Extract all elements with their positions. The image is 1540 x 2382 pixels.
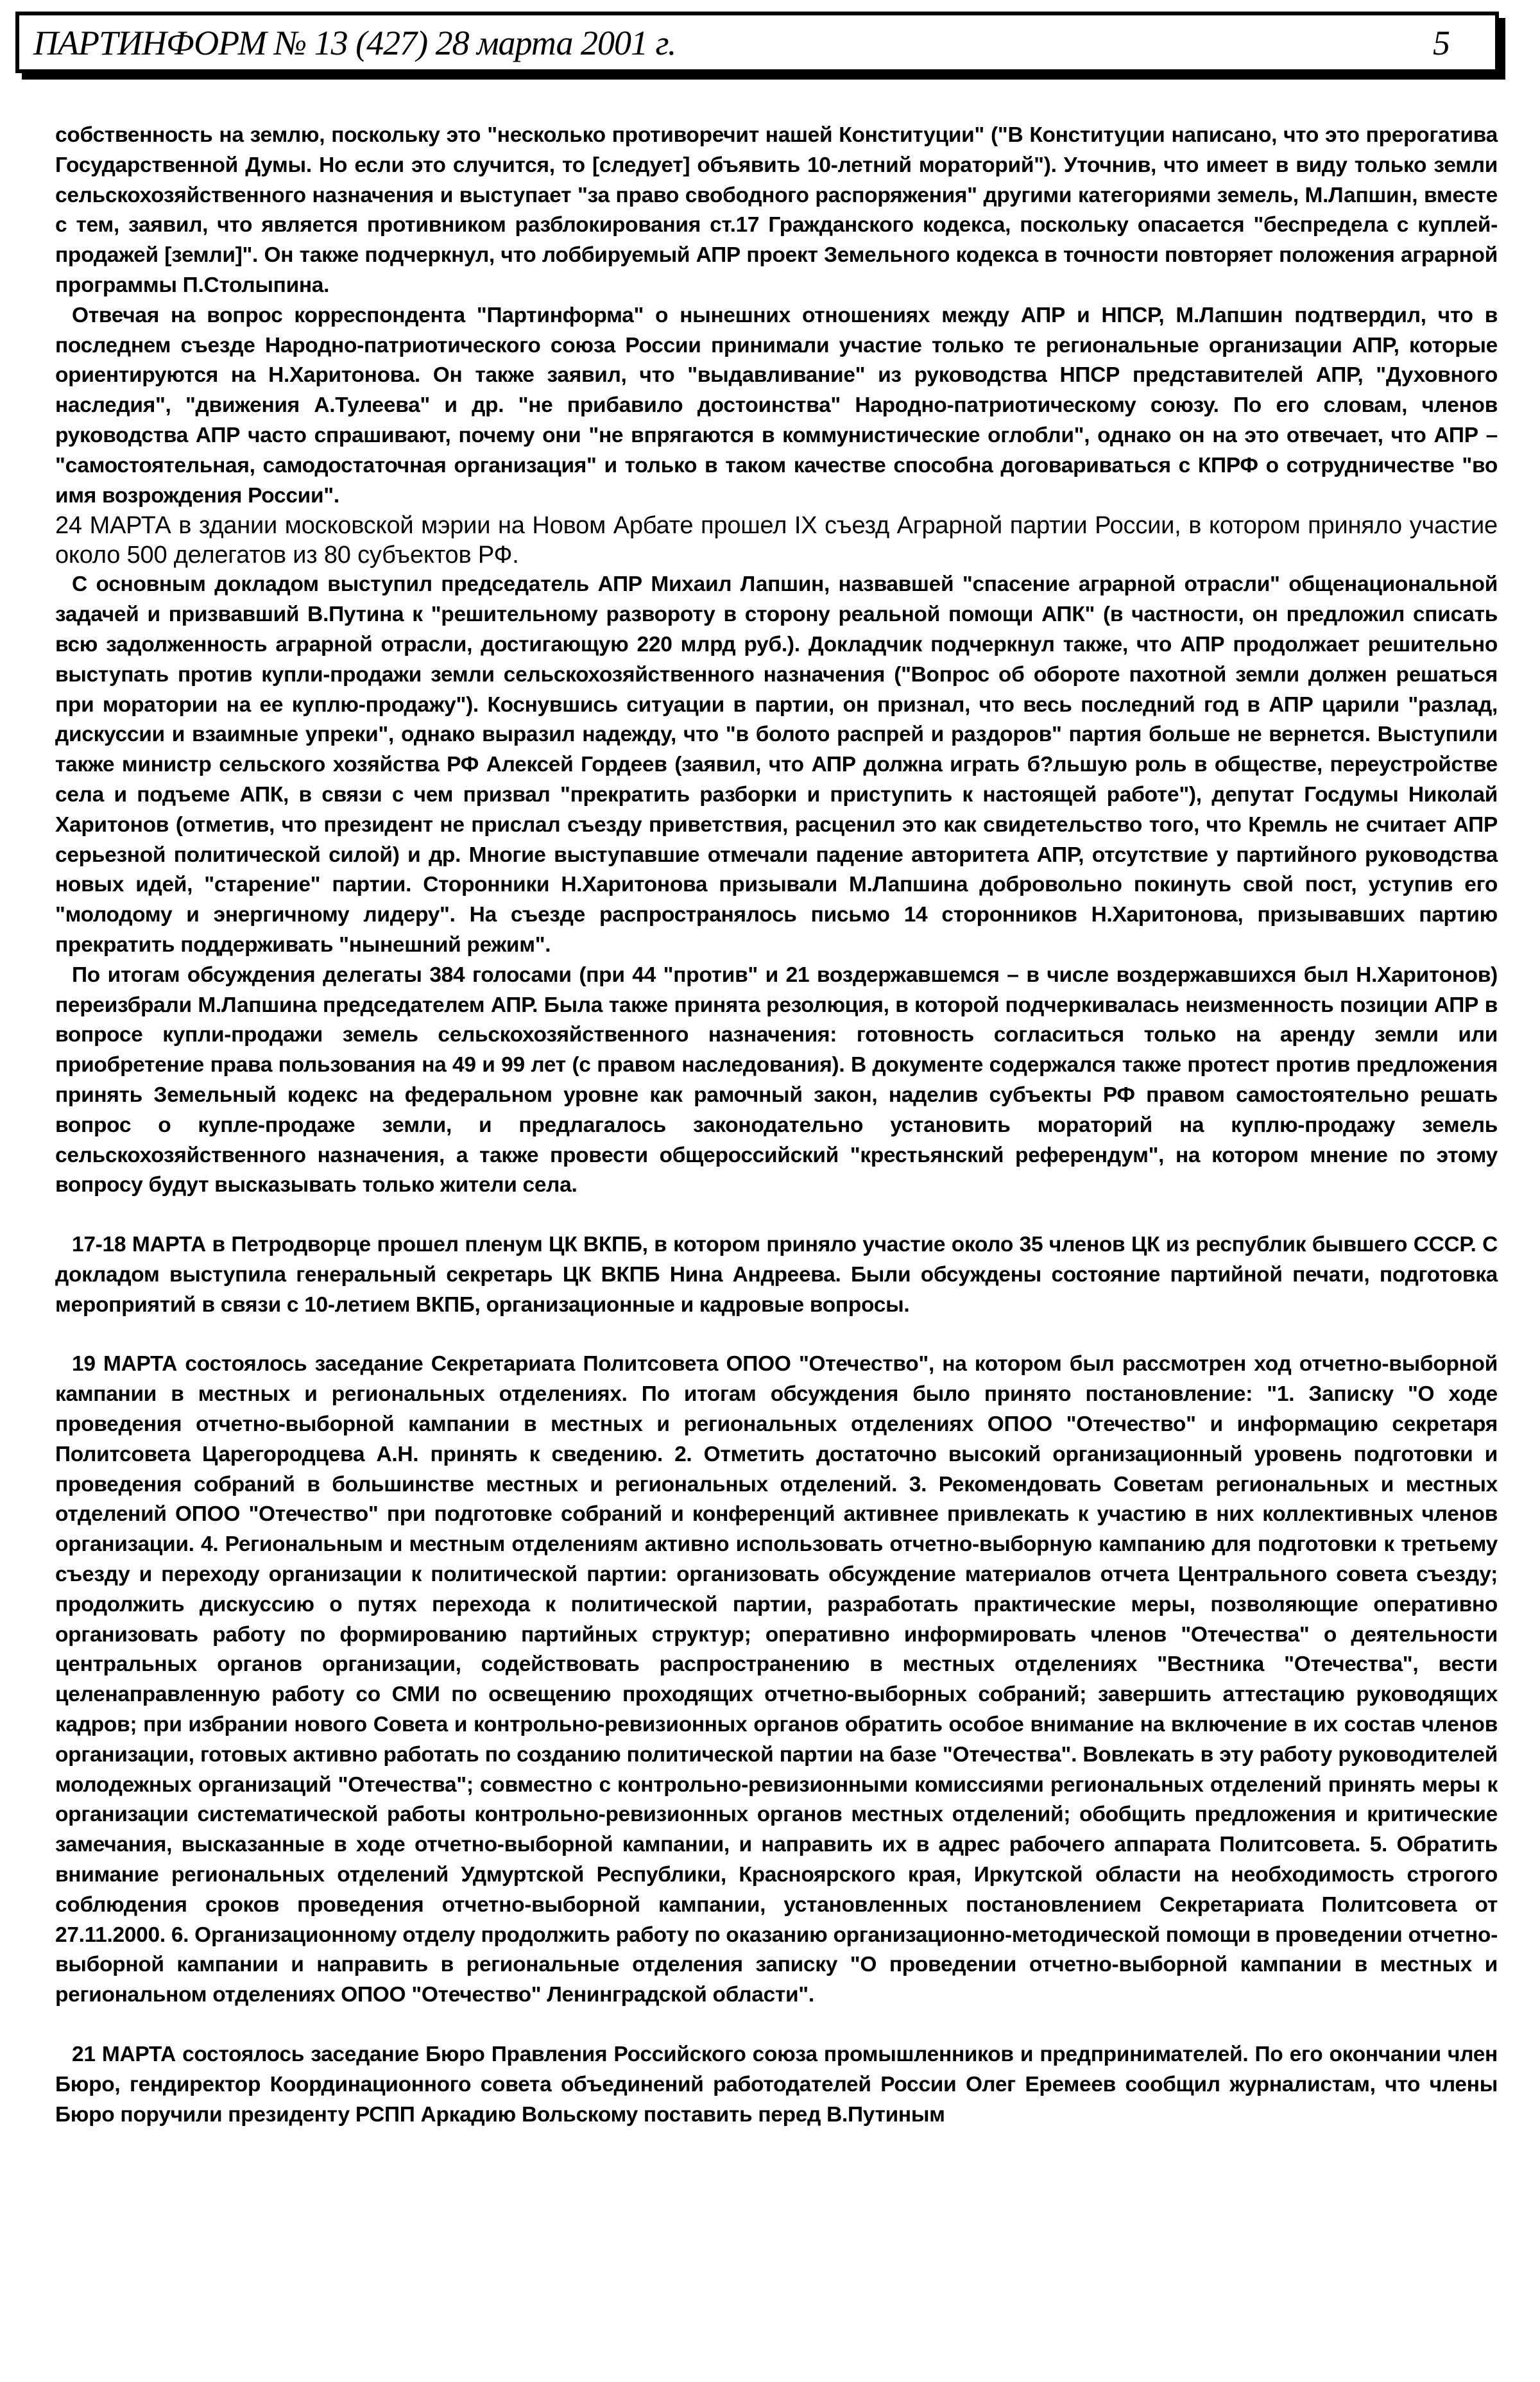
section-divider (55, 2010, 1498, 2040)
section-divider (55, 1201, 1498, 1230)
paragraph-vkpb-plenum: 17-18 МАРТА в Петродворце прошел пленум ЦК ВКПБ, в котором приняло участие около 35 членов ЦК из республик бывшего СССР. С докладом выступила генеральный секретарь ЦК ВКПБ Нина Андреева. Были обсуждены состояние партийной печати, подготовка мероприятий в связи с 10-летием ВКПБ, организационные и кадровые вопросы. (55, 1233, 1498, 1317)
article-body (55, 121, 1498, 2130)
page-header (15, 12, 1499, 73)
section-divider (55, 1320, 1498, 1350)
paragraph-apr-npsr-relations: Отвечая на вопрос корреспондента "Партинформа" о нынешних отношениях между АПР и НПСР, М.Лапшин подтвердил, что в последнем съезде Народно-патриотического союза России принимали участие только те региональные организации АПР, которые ориентируются на Н.Харитонова. Он также заявил, что "выдавливание" из руководства НПСР представителей АПР, "Духовного наследия", "движения А.Тулеева" и др. "не прибавило достоинства" Народно-патриотическому союзу. По его словам, членов руководства АПР часто спрашивают, почему они "не впрягаются в коммунистические оглобли", однако он на это отвечает, что АПР – "самостоятельная, самодостаточная организация" и только в таком качестве способна договариваться с КПРФ о сотрудничестве "во имя возрождения России". (55, 303, 1498, 508)
paragraph-congress-results: По итогам обсуждения делегаты 384 голосами (при 44 "против" и 21 воздержавшемся – в числе воздержавшихся был Н.Харитонов) переизбрали М.Лапшина председателем АПР. Была также принята резолюция, в которой подчеркивалась неизменность позиции АПР в вопросе купли-продажи земель сельскохозяйственного назначения: готовность согласиться только на аренду земли или приобретение права пользования на 49 и 99 лет (с правом наследования). В документе содержался также протест против предложения принять Земельный кодекс на федеральном уровне как рамочный закон, наделив субъекты РФ правом самостоятельно решать вопрос о купле-продаже земли, и предлагалось законодательно установить мораторий на куплю-продажу земель сельскохозяйственного назначения, а также провести общероссийский "крестьянский референдум", на котором мнение по этому вопросу будут высказывать только жители села. (55, 963, 1498, 1197)
paragraph-rspp-bureau: 21 МАРТА состоялось заседание Бюро Правления Российского союза промышленников и предпринимателей. По его окончании член Бюро, гендиректор Координационного совета объединений работодателей России Олег Еремеев сообщил журналистам, что члены Бюро поручили президенту РСПП Аркадию Вольскому поставить перед В.Путиным (55, 2043, 1498, 2127)
publication-title: ПАРТИНФОРМ № 13 (427) 28 марта 2001 г. (33, 24, 676, 62)
paragraph-lapshin-report: С основным докладом выступил председатель АПР Михаил Лапшин, назвавшей "спасение аграрной отрасли" общенациональной задачей и призвавший В.Путина к "решительному развороту в сторону реальной помощи АПК" (в частности, он предложил списать всю задолженность аграрной отрасли, достигающую 220 млрд руб.). Докладчик подчеркнул также, что АПР продолжает решительно выступать против купли-продажи земли сельскохозяйственного назначения ("Вопрос об обороте пахотной земли должен решаться при моратории на ее куплю-продажу"). Коснувшись ситуации в партии, он признал, что весь последний год в АПР царили "разлад, дискуссии и взаимные упреки", однако выразил надежду, что "в болото распрей и раздоров" партия больше не вернется. Выступили также министр сельского хозяйства РФ Алексей Гордеев (заявил, что АПР должна играть б?льшую роль в обществе, переустройстве села и подъеме АПК, в связи с чем призвал "прекратить разборки и приступить к настоящей работе"), депутат Госдумы Николай Харитонов (отметив, что президент не прислал съезду приветствия, расценил это как свидетельство того, что Кремль не считает АПР серьезной политической силой) и др. Многие выступавшие отмечали падение авторитета АПР, отсутствие у партийного руководства новых идей, "старение" партии. Сторонники Н.Харитонова призывали М.Лапшина добровольно покинуть свой пост, уступив его "молодому и энергичному лидеру". На съезде распространялось письмо 14 сторонников Н.Харитонова, призывавших партию прекратить поддерживать "нынешний режим". (55, 572, 1498, 957)
page-number: 5 (1433, 24, 1450, 62)
paragraph-land-ownership: собственность на землю, поскольку это "несколько противоречит нашей Конституции" ("В Конституции написано, что это прерогатива Государственной Думы. Но если это случится, то [следует] объявить 10-летний мораторий"). Уточнив, что имеет в виду только земли сельскохозяйственного назначения и выступает "за право свободного распоряжения" другими категориями земель, М.Лапшин, вместе с тем, заявил, что является противником разблокирования ст.17 Гражданского кодекса, поскольку опасается "беспредела с куплей-продажей [земли]". Он также подчеркнул, что лоббируемый АПР проект Земельного кодекса в точности повторяет положения аграрной программы П.Столыпина. (55, 123, 1498, 297)
paragraph-apr-congress-intro: 24 МАРТА в здании московской мэрии на Новом Арбате прошел IX съезд Аграрной партии России, в котором приняло участие около 500 делегатов из 80 субъектов РФ. (55, 512, 1498, 569)
paragraph-otechestvo-secretariat: 19 МАРТА состоялось заседание Секретариата Политсовета ОПОО "Отечество", на котором был рассмотрен ход отчетно-выборной кампании в местных и региональных отделениях. По итогам обсуждения было принято постановление: "1. Записку "О ходе проведения отчетно-выборной кампании в местных и региональных отделениях ОПОО "Отечество" и информацию секретаря Политсовета Царегородцева А.Н. принять к сведению. 2. Отметить достаточно высокий организационный уровень подготовки и проведения собраний в большинстве местных и региональных отделений. 3. Рекомендовать Советам региональных и местных отделений ОПОО "Отечество" при подготовке собраний и конференций активнее привлекать к участию в них коллективных членов организации. 4. Региональным и местным отделениям активно использовать отчетно-выборную кампанию для подготовки к третьему съезду и переходу организации к политической партии: организовать обсуждение материалов отчета Центрального совета съезду; продолжить дискуссию о путях перехода к политической партии, разработать практические меры, позволяющие оперативно организовать работу по формированию партийных структур; оперативно информировать членов "Отечества" о деятельности центральных органов организации, содействовать распространению в местных отделениях "Вестника "Отечества", вести целенаправленную работу со СМИ по освещению проходящих отчетно-выборных собраний; завершить аттестацию руководящих кадров; при избрании нового Совета и контрольно-ревизионных органов обратить особое внимание на включение в их состав членов организации, готовых активно работать по созданию политической партии на базе "Отечества". Вовлекать в эту работу руководителей молодежных организаций "Отечества"; совместно с контрольно-ревизионными комиссиями региональных отделений принять меры к организации систематической работы контрольно-ревизионных органов местных отделений; обобщить предложения и критические замечания, высказанные в ходе отчетно-выборной кампании, и направить их в адрес рабочего аппарата Политсовета. 5. Обратить внимание региональных отделений Удмуртской Республики, Красноярского края, Иркутской области на необходимость строгого соблюдения сроков проведения отчетно-выборной кампании, установленных постановлением Секретариата Политсовета от 27.11.2000. 6. Организационному отделу продолжить работу по оказанию организационно-методической помощи в проведении отчетно-выборной кампании и направить в региональные отделения записку "О проведении отчетно-выборной кампании в местных и региональном отделениях ОПОО "Отечество" Ленинградской области". (55, 1352, 1498, 2007)
